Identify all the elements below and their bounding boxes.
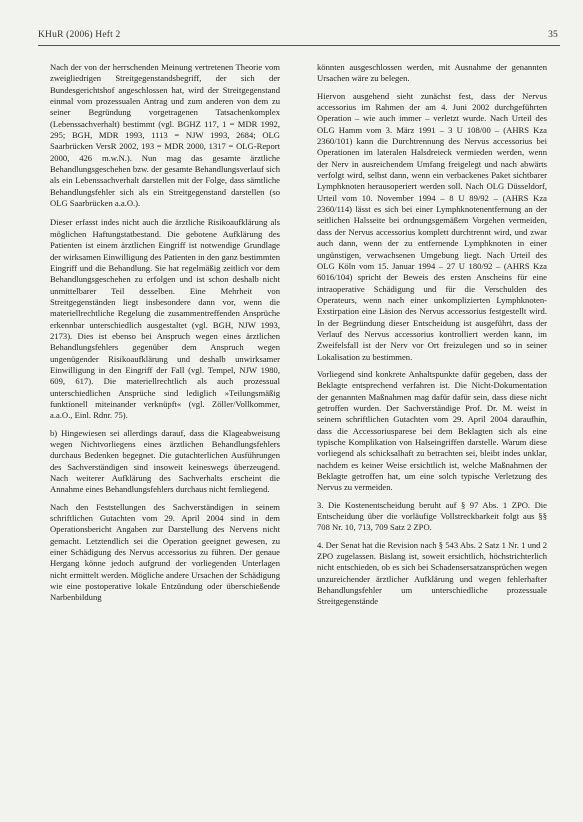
left-column [50,62,280,610]
paragraph: Nach der von der herrschenden Meinung vertretenen Theorie vom zweigliedrigen Streitgegenstandsbegriff, der sich der Bundesgerichtshof angeschlossen hat, wird der Streitgegenstand einmal vom prozessualen Antrag und zum anderen von dem zu seiner Begründung vorgetragenen Tatsachenkomplex (Lebenssachverhalt) bestimmt (vgl. BGHZ 117, 1 = MDR 1992, 295; BGH, MDR 1993, 1113 = NJW 1993, 2684; OLG Saarbrücken VersR 2002, 193 = MDR 2000, 1317 = OLG-Report 2000, 426 m.w.N.). Nun mag das gesamte ärztliche Behandlungsgeschehen bzw. der gesamte Behandlungsverlauf sich als ein Lebenssachverhalt darstellen mit der Folge, dass sämtliche Behandlungsfehler sich als ein Streitgegenstand darstellen (so OLG Saarbrücken a.a.O.). [50,62,280,209]
paragraph: Vorliegend sind konkrete Anhaltspunkte dafür gegeben, dass der Beklagte entsprechend verfahren ist. Die Nicht-Dokumentation der genannten Maßnahmen mag dafür dafür sein, dass diese nicht getroffen wurden. Der Sachverständige Prof. Dr. M. weist in seinem schriftlichen Gutachten vom 29. April 2004 daraufhin, dass die Accessoriusparese bei dem Beklagten sich als eine typische Komplikation von Halseingriffen darstelle. Warum diese vorliegend als schicksalhaft zu betrachten sei, bleibt indes unklar, nachdem es keiner Weise ersichtlich ist, welche Maßnahmen der Beklagte getroffen hat, um eine solch typische Verletzung des Nervus zu vermeiden. [317,368,547,493]
paragraph: könnten ausgeschlossen werden, mit Ausnahme der genannten Ursachen wäre zu belegen. [317,62,547,84]
paragraph: Hiervon ausgehend sieht zunächst fest, dass der Nervus accessorius im Rahmen der am 4. Juni 2002 durchgeführten Operation – wie auch immer – verletzt wurde. Nach Urteil des OLG Hamm vom 3. März 1991 – 3 U 108/00 – (AHRS Kza 2360/101) kann die Durchtrennung des Nervus accessorius bei Operationen im lateralen Halsdreieck vermieden werden, wenn der Nerv in ausreichendem Umfang freigelegt und nach abwärts verfolgt wird, selbst dann, wenn ein verbackenes Paket sichtbarer Lymphknoten herausoperiert werden soll. Nach OLG Düsseldorf, Urteil vom 10. November 1994 – 8 U 89/92 – (AHRS Kza 2360/114) lässt es sich bei einer Lymphknotenentfernung an der seitlichen Halsseite bei ordnungsgemäßem Vorgehen vermeiden, dass der Nervus accessorius komplett durchtrennt wird, und zwar auch dann, wenn der zu entfernende Lymphknoten in einer ungünstigen, verwachsenen Umgebung liegt. Nach Urteil des OLG Köln vom 15. Januar 1994 – 27 U 180/92 – (AHRS Kza 6016/104) spricht der Beweis des ersten Anscheins für eine intraoperative Schädigung und für die Verschulden des Operateurs, wenn nach einer unkomplizierten Lymphknoten-Exstirpation eine Läsion des Nervus accessorius festgestellt wird. In der Begründung dieser Entscheidung ist ausgeführt, dass der Verlauf des Nervus accessorius kontrolliert werden kann, im Zweifelsfall ist der Nerv vor Ort freizulegen und so in seiner Lokalisation zu bestimmen. [317,90,547,362]
page-number: 35 [548,30,558,40]
paragraph: 4. Der Senat hat die Revision nach § 543 Abs. 2 Satz 1 Nr. 1 und 2 ZPO zugelassen. Bislang ist, soweit ersichtlich, höchstrichterlich nicht entschieden, ob es sich bei Schadensersatzansprüchen wegen unzureichender ärztlicher Aufklärung und wegen fehlerhafter Behandlungsfehler um unterschiedliche prozessuale Streitgegenstände [317,539,547,607]
header-rule [38,45,560,46]
paragraph: b) Hingewiesen sei allerdings darauf, dass die Klageabweisung wegen Nichtvorliegens eines ärztlichen Behandlungsfehlers durchaus Bedenken begegnet. Die gutachterlichen Ausführungen des Sachverständigen sind insoweit keineswegs überzeugend. Nach weiterer Aufklärung des Sachverhalts erscheint die Annahme eines Behandlungsfehlers durchaus nicht fernliegend. [50,427,280,495]
page-header [38,30,558,44]
paragraph: Dieser erfasst indes nicht auch die ärztliche Risikoaufklärung als möglichen Haftungstatbestand. Die gebotene Aufklärung des Patienten ist einem ärztlichen Eingriff ist notwendige Grundlage der wirksamen Einwilligung des Patienten in den ganz bestimmten Eingriff und die Behandlung. Sie hat regelmäßig zeitlich vor dem Behandlungsgeschehen zu erfolgen und ist schon deshalb nicht unmittelbarer Teil desselben. Eine Mehrheit von Streitgegenständen liegt insbesondere dann vor, wenn die materiellrechtliche Regelung die zusammentreffenden Ansprüche erkennbar unterschiedlich ausgestaltet (vgl. BGH, NJW 1993, 2173). Dies ist ebenso bei Anspruch wegen eines ärztlichen Behandlungsfehlers gegenüber dem Anspruch wegen ungenügender Risikoaufklärung und deshalb unwirksamer Einwilligung in den Eingriff der Fall (vgl. Tempel, NJW 1980, 609, 617). Die materiellrechtlich als auch prozessual unterschiedlichen Ansprüche sind lediglich »Teilungsmäßig funktionell miteinander verknüpft« (vgl. Zöller/Vollkommer, a.a.O., Einl. Rdnr. 75). [50,217,280,421]
journal-reference: KHuR (2006) Heft 2 [38,30,121,40]
paragraph: Nach den Feststellungen des Sachverständigen in seinem schriftlichen Gutachten vom 29. April 2004 sind in dem Operationsbericht Angaben zur Darstellung des Nervens nicht gemacht. Letztendlich sei die Operation geeignet gewesen, zu einer Schädigung des Nervus accessorius zu führen. Der genaue Hergang könne jedoch aufgrund der vorliegenden Unterlagen nicht ermittelt werden. Mögliche andere Ursachen der Schädigung wie eine postoperative lokale Entzündung oder überschießende Narbenbildung [50,501,280,603]
right-column [317,62,547,614]
paragraph: 3. Die Kostenentscheidung beruht auf § 97 Abs. 1 ZPO. Die Entscheidung über die vorläufige Vollstreckbarkeit folgt aus §§ 708 Nr. 10, 713, 709 Satz 2 ZPO. [317,499,547,533]
